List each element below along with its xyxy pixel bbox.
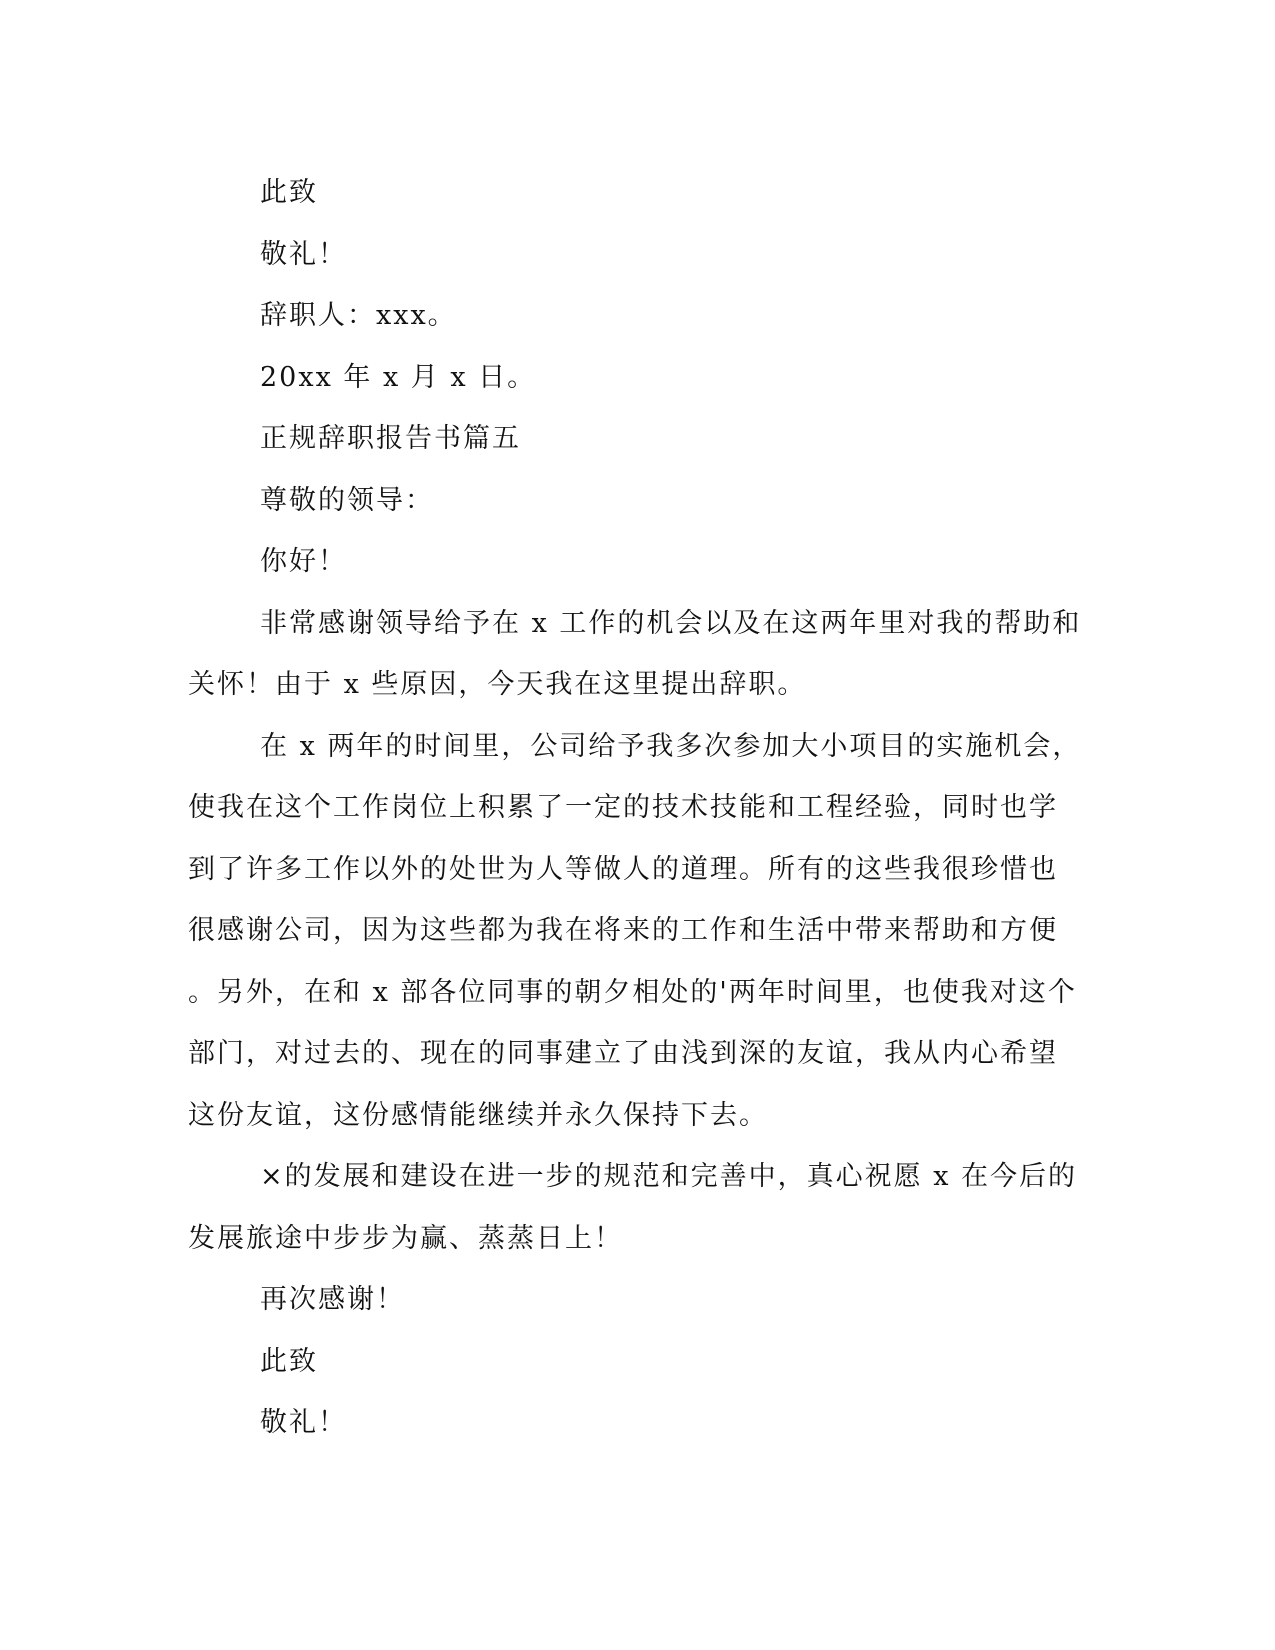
paragraph-line: 很感谢公司，因为这些都为我在将来的工作和生活中带来帮助和方便 [188, 915, 1058, 946]
document-body [188, 162, 1082, 1454]
closing-line: 此致 [260, 177, 318, 208]
date-line: 20xx 年 x 月 x 日。 [260, 361, 537, 393]
paragraph-line: 部门，对过去的、现在的同事建立了由浅到深的友谊，我从内心希望 [188, 1038, 1058, 1069]
paragraph-line: 使我在这个工作岗位上积累了一定的技术技能和工程经验，同时也学 [188, 792, 1058, 823]
paragraph-line: 非常感谢领导给予在 x 工作的机会以及在这两年里对我的帮助和 [260, 607, 1082, 639]
paragraph-line: 这份友谊，这份感情能继续并永久保持下去。 [188, 1099, 768, 1131]
paragraph-line: 在 x 两年的时间里，公司给予我多次参加大小项目的实施机会， [260, 730, 1082, 762]
salutation-line: 敬礼！ [260, 1407, 347, 1438]
greeting-line: 你好！ [260, 546, 347, 577]
signature-line: 辞职人：xxx。 [260, 300, 457, 331]
thanks-line: 再次感谢！ [260, 1284, 405, 1315]
paragraph-line: 发展旅途中步步为赢、蒸蒸日上！ [188, 1222, 623, 1254]
paragraph-line: 关怀！由于 x 些原因，今天我在这里提出辞职。 [188, 669, 807, 700]
greeting-recipient: 尊敬的领导： [260, 484, 434, 516]
paragraph-line: ×的发展和建设在进一步的规范和完善中，真心祝愿 x 在今后的 [260, 1161, 1078, 1192]
paragraph-line: 。另外，在和 x 部各位同事的朝夕相处的'两年时间里，也使我对这个 [188, 976, 1077, 1008]
paragraph-line: 到了许多工作以外的处世为人等做人的道理。所有的这些我很珍惜也 [188, 853, 1058, 885]
section-title: 正规辞职报告书篇五 [260, 423, 521, 454]
closing-line: 此致 [260, 1345, 318, 1377]
salutation-line: 敬礼！ [260, 238, 347, 270]
